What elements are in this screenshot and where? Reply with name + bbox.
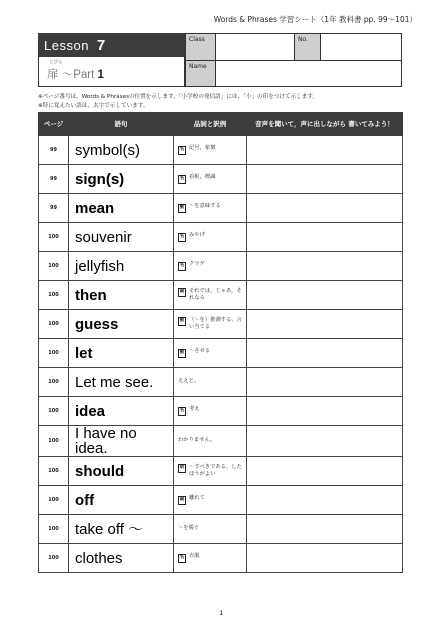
row-meaning: 衣服: [189, 553, 200, 560]
pos-meaning-wrap: [178, 378, 246, 386]
row-page-number: 100: [39, 252, 69, 281]
row-writing-space[interactable]: [247, 457, 403, 486]
row-pos-meaning: [174, 339, 247, 368]
name-label: Name: [186, 61, 216, 86]
row-writing-space[interactable]: [247, 136, 403, 165]
row-page-number: 100: [39, 223, 69, 252]
pos-meaning-wrap: [178, 145, 246, 155]
row-page-number: 100: [39, 310, 69, 339]
table-row: [39, 426, 403, 457]
row-pos-meaning: [174, 457, 247, 486]
part-of-speech-tag: 名: [178, 146, 186, 155]
column-header-write: 音声を聞いて，声に出しながら 書いてみよう！: [247, 113, 403, 136]
row-word: let: [69, 339, 174, 368]
row-page-number: 100: [39, 397, 69, 426]
row-writing-space[interactable]: [247, 426, 403, 457]
part-of-speech-tag: 動: [178, 349, 186, 358]
row-pos-meaning: [174, 252, 247, 281]
row-word: I have no idea.: [69, 426, 174, 457]
row-page-number: 100: [39, 486, 69, 515]
row-page-number: 100: [39, 426, 69, 457]
column-header-pos: 品詞と訳例: [174, 113, 247, 136]
table-row: [39, 486, 403, 515]
part-number: 1: [97, 69, 104, 81]
pos-meaning-wrap: [178, 317, 246, 332]
note-line: ※ページ番号は，Words & Phrasesの位置を示します。「小学校の発信語」には，「小」の印をつけて示します。: [38, 94, 319, 100]
part-of-speech-tag: 名: [178, 175, 186, 184]
row-meaning: ええと。: [178, 378, 200, 385]
table-row: [39, 544, 403, 573]
table-row: [39, 281, 403, 310]
row-writing-space[interactable]: [247, 397, 403, 426]
part-of-speech-tag: 名: [178, 554, 186, 563]
notes: [38, 93, 318, 111]
row-word: jellyfish: [69, 252, 174, 281]
part-of-speech-tag: 動: [178, 204, 186, 213]
row-word: symbol(s): [69, 136, 174, 165]
row-word: should: [69, 457, 174, 486]
row-pos-meaning: [174, 223, 247, 252]
part-of-speech-tag: 名: [178, 262, 186, 271]
table-row: [39, 194, 403, 223]
row-word: mean: [69, 194, 174, 223]
student-info-grid: [185, 33, 402, 87]
number-field[interactable]: [321, 34, 401, 61]
row-page-number: 100: [39, 368, 69, 397]
row-writing-space[interactable]: [247, 486, 403, 515]
row-pos-meaning: [174, 165, 247, 194]
table-row: [39, 136, 403, 165]
row-word: clothes: [69, 544, 174, 573]
row-writing-space[interactable]: [247, 252, 403, 281]
pos-meaning-wrap: [178, 406, 246, 416]
table-header-row: [39, 113, 403, 136]
column-header-page: ページ: [39, 113, 69, 136]
part-of-speech-tag: 副: [178, 288, 186, 297]
part-of-speech-tag: 副: [178, 496, 186, 505]
row-writing-space[interactable]: [247, 165, 403, 194]
row-meaning: わかりません。: [178, 437, 216, 444]
pos-meaning-wrap: [178, 348, 246, 358]
class-field[interactable]: [216, 34, 295, 61]
lesson-heading: [38, 33, 185, 57]
row-pos-meaning: [174, 544, 247, 573]
row-writing-space[interactable]: [247, 223, 403, 252]
note-line: ※特に覚えたい語は，太字で示しています。: [38, 103, 149, 109]
pos-meaning-wrap: [178, 437, 246, 445]
row-meaning: 離れて: [189, 495, 205, 502]
pos-meaning-wrap: [178, 464, 246, 479]
row-meaning: みやげ: [189, 232, 205, 239]
page-number: 1: [219, 609, 224, 617]
table-row: [39, 252, 403, 281]
row-pos-meaning: [174, 194, 247, 223]
part-of-speech-tag: 名: [178, 233, 186, 242]
row-pos-meaning: [174, 310, 247, 339]
table-row: [39, 515, 403, 544]
row-meaning: ～させる: [189, 348, 211, 355]
pos-meaning-wrap: [178, 203, 246, 213]
row-word: take off ～: [69, 515, 174, 544]
vocabulary-table: [38, 112, 403, 573]
row-pos-meaning: [174, 486, 247, 515]
row-page-number: 99: [39, 136, 69, 165]
table-row: [39, 223, 403, 252]
name-field[interactable]: [216, 61, 401, 86]
row-meaning: 記号，象徴: [189, 145, 216, 152]
part-of-speech-tag: 動: [178, 317, 186, 326]
table-row: [39, 368, 403, 397]
table-row: [39, 165, 403, 194]
row-page-number: 100: [39, 457, 69, 486]
row-meaning: クラゲ: [189, 261, 205, 268]
lesson-word: Lesson: [44, 37, 89, 53]
row-writing-space[interactable]: [247, 194, 403, 223]
part-of-speech-tag: 名: [178, 407, 186, 416]
row-page-number: 100: [39, 544, 69, 573]
row-writing-space[interactable]: [247, 310, 403, 339]
row-page-number: 99: [39, 165, 69, 194]
row-meaning: ～を脱ぐ: [178, 525, 200, 532]
pos-meaning-wrap: [178, 525, 246, 533]
row-page-number: 100: [39, 339, 69, 368]
pos-meaning-wrap: [178, 288, 246, 303]
row-writing-space[interactable]: [247, 281, 403, 310]
table-row: [39, 457, 403, 486]
row-meaning: 看板，標識: [189, 174, 216, 181]
row-pos-meaning: [174, 426, 247, 457]
number-label: No.: [295, 34, 321, 61]
lesson-number: 7: [96, 36, 106, 54]
table-row: [39, 397, 403, 426]
row-pos-meaning: [174, 397, 247, 426]
row-writing-space[interactable]: [247, 339, 403, 368]
part-of-speech-tag: 助: [178, 464, 186, 473]
pos-meaning-wrap: [178, 232, 246, 242]
pos-meaning-wrap: [178, 553, 246, 563]
row-meaning: （～を）推測する，言い当てる: [189, 316, 242, 330]
row-pos-meaning: [174, 136, 247, 165]
row-word: guess: [69, 310, 174, 339]
part-ruby: とびら: [49, 60, 63, 65]
row-word: off: [69, 486, 174, 515]
part-heading: [38, 57, 185, 87]
row-word: souvenir: [69, 223, 174, 252]
row-word: idea: [69, 397, 174, 426]
row-meaning: ～すべきである，したほうがよい: [189, 463, 242, 477]
row-pos-meaning: [174, 515, 247, 544]
row-word: sign(s): [69, 165, 174, 194]
table-row: [39, 339, 403, 368]
row-page-number: 100: [39, 515, 69, 544]
part-title: [47, 66, 104, 82]
pos-meaning-wrap: [178, 174, 246, 184]
row-meaning: 考え: [189, 406, 200, 413]
row-meaning: それでは，じゃあ，それなら: [189, 287, 242, 301]
sheet-title: Words & Phrases 学習シート（1年 教科書 pp. 99～101）: [213, 15, 417, 24]
row-pos-meaning: [174, 281, 247, 310]
row-pos-meaning: [174, 368, 247, 397]
row-word: Let me see.: [69, 368, 174, 397]
row-page-number: 99: [39, 194, 69, 223]
pos-meaning-wrap: [178, 261, 246, 271]
table-row: [39, 310, 403, 339]
column-header-word: 語句: [69, 113, 174, 136]
row-meaning: ～を意味する: [189, 203, 221, 210]
row-writing-space[interactable]: [247, 515, 403, 544]
row-writing-space[interactable]: [247, 544, 403, 573]
class-label: Class: [186, 34, 216, 61]
row-word: then: [69, 281, 174, 310]
row-writing-space[interactable]: [247, 368, 403, 397]
pos-meaning-wrap: [178, 495, 246, 505]
part-title-text: 扉 ～Part: [47, 69, 95, 81]
row-page-number: 100: [39, 281, 69, 310]
